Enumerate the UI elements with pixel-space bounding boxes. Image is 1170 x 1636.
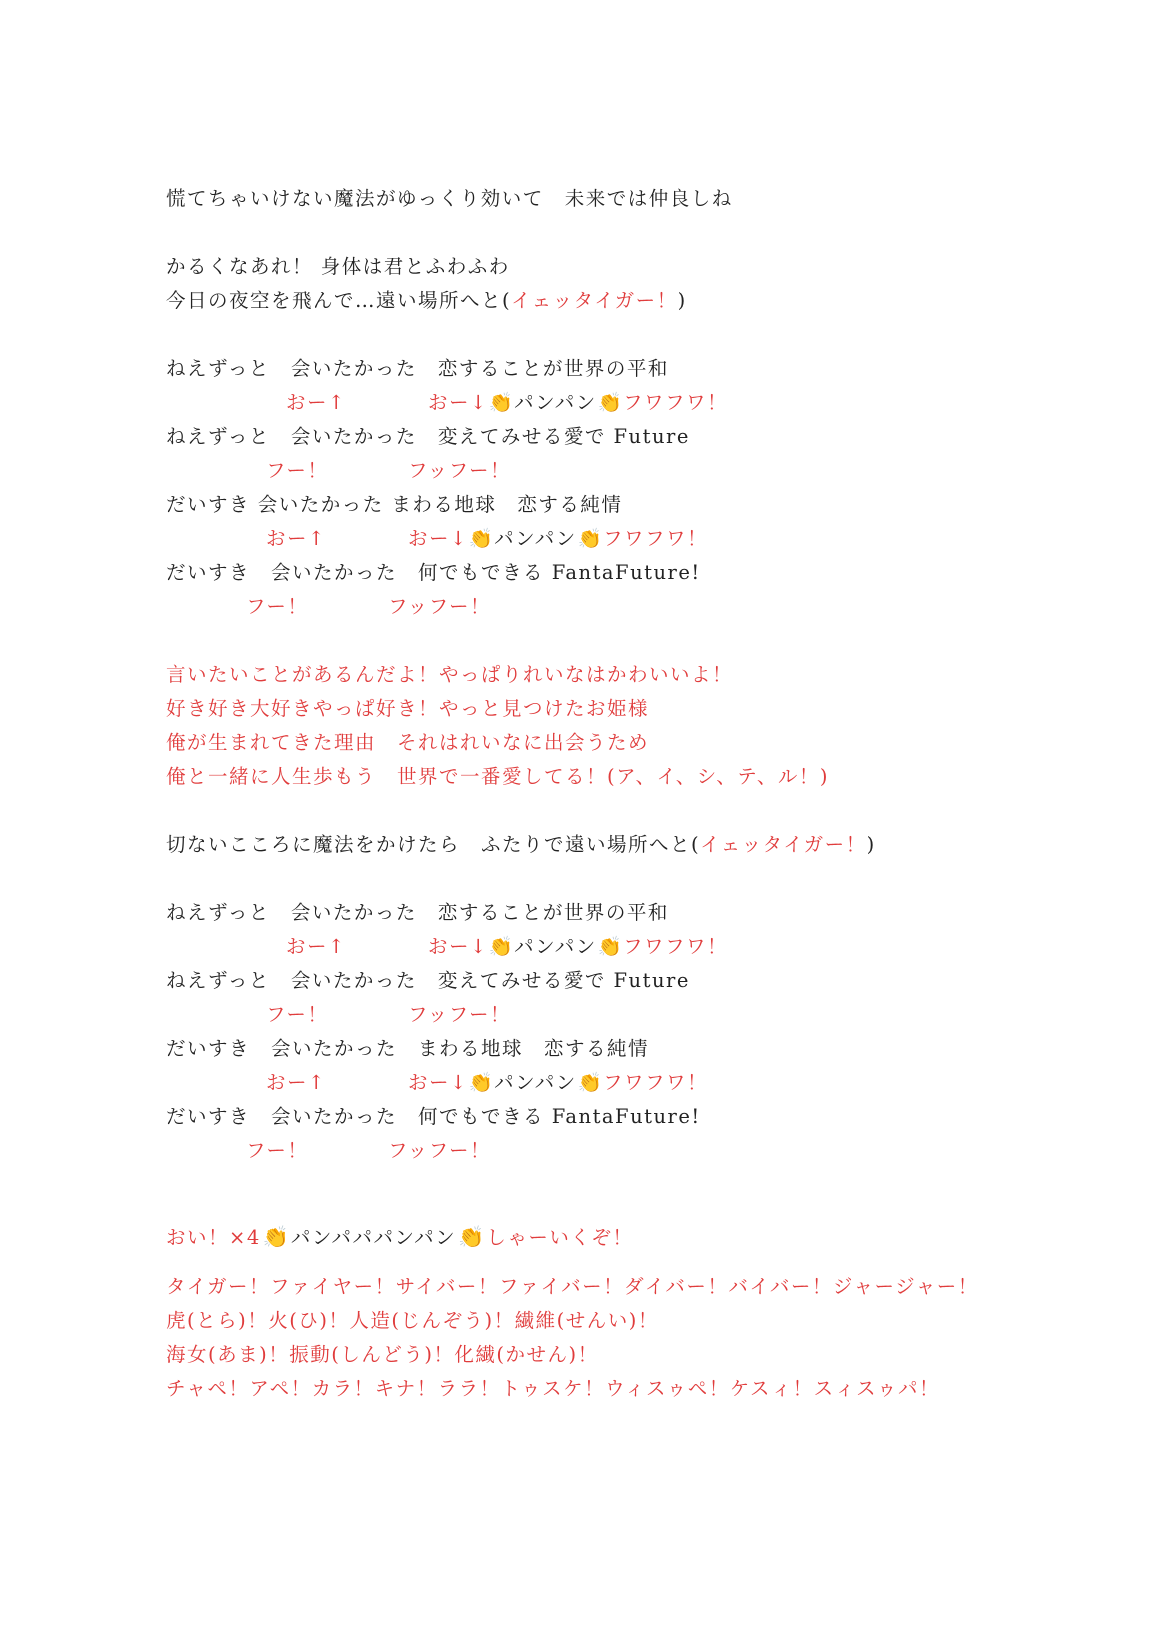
call-line: チャペ！アペ！カラ！キナ！ララ！トゥスケ！ウィスゥペ！ケスィ！スィスゥパ！ [166, 1377, 940, 1400]
lyric-line: だいすき 会いたかった まわる地球 恋する純情 [166, 493, 623, 516]
call-line: タイガー！ファイヤー！サイバー！ファイバー！ダイバー！バイバー！ジャージャー！ [166, 1275, 979, 1298]
call-text: おー↓ [428, 391, 488, 414]
call-text: フッフー！ [388, 595, 492, 618]
clapping-hands-icon: 👏 [577, 1071, 603, 1094]
clapping-hands-icon: 👏 [468, 527, 494, 550]
call-text: フッフー！ [408, 459, 512, 482]
call-text: パンパン [514, 391, 597, 414]
lyric-text: 切ないこころに魔法をかけたら ふたりで遠い場所へと( [166, 833, 701, 856]
call-text: フー！ [266, 1003, 329, 1026]
lyric-line: かるくなあれ！ 身体は君とふわふわ [166, 255, 510, 278]
call-text: おー↑ [286, 391, 346, 414]
lyric-line: ねえずっと 会いたかった 恋することが世界の平和 [166, 901, 669, 924]
call-text: おー↓ [408, 1071, 468, 1094]
call-text: フワフワ！ [603, 527, 709, 550]
call-text: フー！ [246, 595, 309, 618]
call-text: イェッタイガー！ [511, 289, 678, 312]
lyric-line [166, 830, 876, 860]
lyric-text: ) [866, 833, 876, 856]
call-text: パンパパパンパン [290, 1226, 457, 1249]
call-text: おい！×4 [166, 1226, 261, 1249]
call-line: 好き好き大好きやっぱ好き！やっと見つけたお姫様 [166, 697, 650, 720]
call-text: フー！ [266, 459, 329, 482]
lyric-line: ねえずっと 会いたかった 変えてみせる愛で Future [166, 969, 690, 992]
clapping-hands-icon: 👏 [577, 527, 603, 550]
lyric-line: ねえずっと 会いたかった 恋することが世界の平和 [166, 357, 669, 380]
call-text: おー↓ [428, 935, 488, 958]
clapping-hands-icon: 👏 [468, 1071, 494, 1094]
clapping-hands-icon: 👏 [597, 935, 623, 958]
lyric-line [166, 286, 687, 316]
call-line: 俺が生まれてきた理由 それはれいなに出会うため [166, 731, 650, 754]
clapping-hands-icon: 👏 [488, 935, 514, 958]
lyric-line: だいすき 会いたかった 何でもできる FantaFuture! [166, 561, 701, 584]
call-text: パンパン [494, 527, 577, 550]
call-text: パンパン [494, 1071, 577, 1094]
call-text: おー↑ [266, 527, 326, 550]
call-text: おー↑ [286, 935, 346, 958]
clapping-hands-icon: 👏 [488, 391, 514, 414]
lyric-text: ) [677, 289, 687, 312]
call-text: フー！ [246, 1139, 309, 1162]
lyric-line: 慌てちゃいけない魔法がゆっくり効いて 未来では仲良しね [166, 187, 733, 210]
call-text: おー↑ [266, 1071, 326, 1094]
call-line: 言いたいことがあるんだよ！やっぱりれいなはかわいいよ！ [166, 663, 734, 686]
call-text: フッフー！ [408, 1003, 512, 1026]
call-text: イェッタイガー！ [700, 833, 867, 856]
call-text: おー↓ [408, 527, 468, 550]
lyric-line: ねえずっと 会いたかった 変えてみせる愛で Future [166, 425, 690, 448]
call-line [166, 1222, 633, 1253]
clapping-hands-icon: 👏 [597, 391, 623, 414]
call-line: 虎(とら)！火(ひ)！人造(じんぞう)！繊維(せんい)！ [166, 1309, 659, 1332]
call-line: 俺と一緒に人生歩もう 世界で一番愛してる！(ア、イ、シ、テ、ル！) [166, 765, 829, 788]
call-text: フッフー！ [388, 1139, 492, 1162]
call-text: パンパン [514, 935, 597, 958]
call-text: しゃーいくぞ！ [486, 1226, 634, 1249]
call-line [408, 524, 708, 554]
lyric-line: だいすき 会いたかった まわる地球 恋する純情 [166, 1037, 650, 1060]
call-text: フワフワ！ [623, 935, 729, 958]
clapping-hands-outline-icon: 👏 [458, 1225, 485, 1249]
call-text: フワフワ！ [603, 1071, 709, 1094]
call-line [428, 388, 728, 418]
clapping-hands-outline-icon: 👏 [262, 1225, 289, 1249]
lyric-line: だいすき 会いたかった 何でもできる FantaFuture! [166, 1105, 701, 1128]
call-line: 海女(あま)！振動(しんどう)！化繊(かせん)！ [166, 1343, 599, 1366]
call-text: フワフワ！ [623, 391, 729, 414]
call-line [428, 932, 728, 962]
lyric-text: 今日の夜空を飛んで…遠い場所へと( [166, 289, 512, 312]
call-line [408, 1068, 708, 1098]
